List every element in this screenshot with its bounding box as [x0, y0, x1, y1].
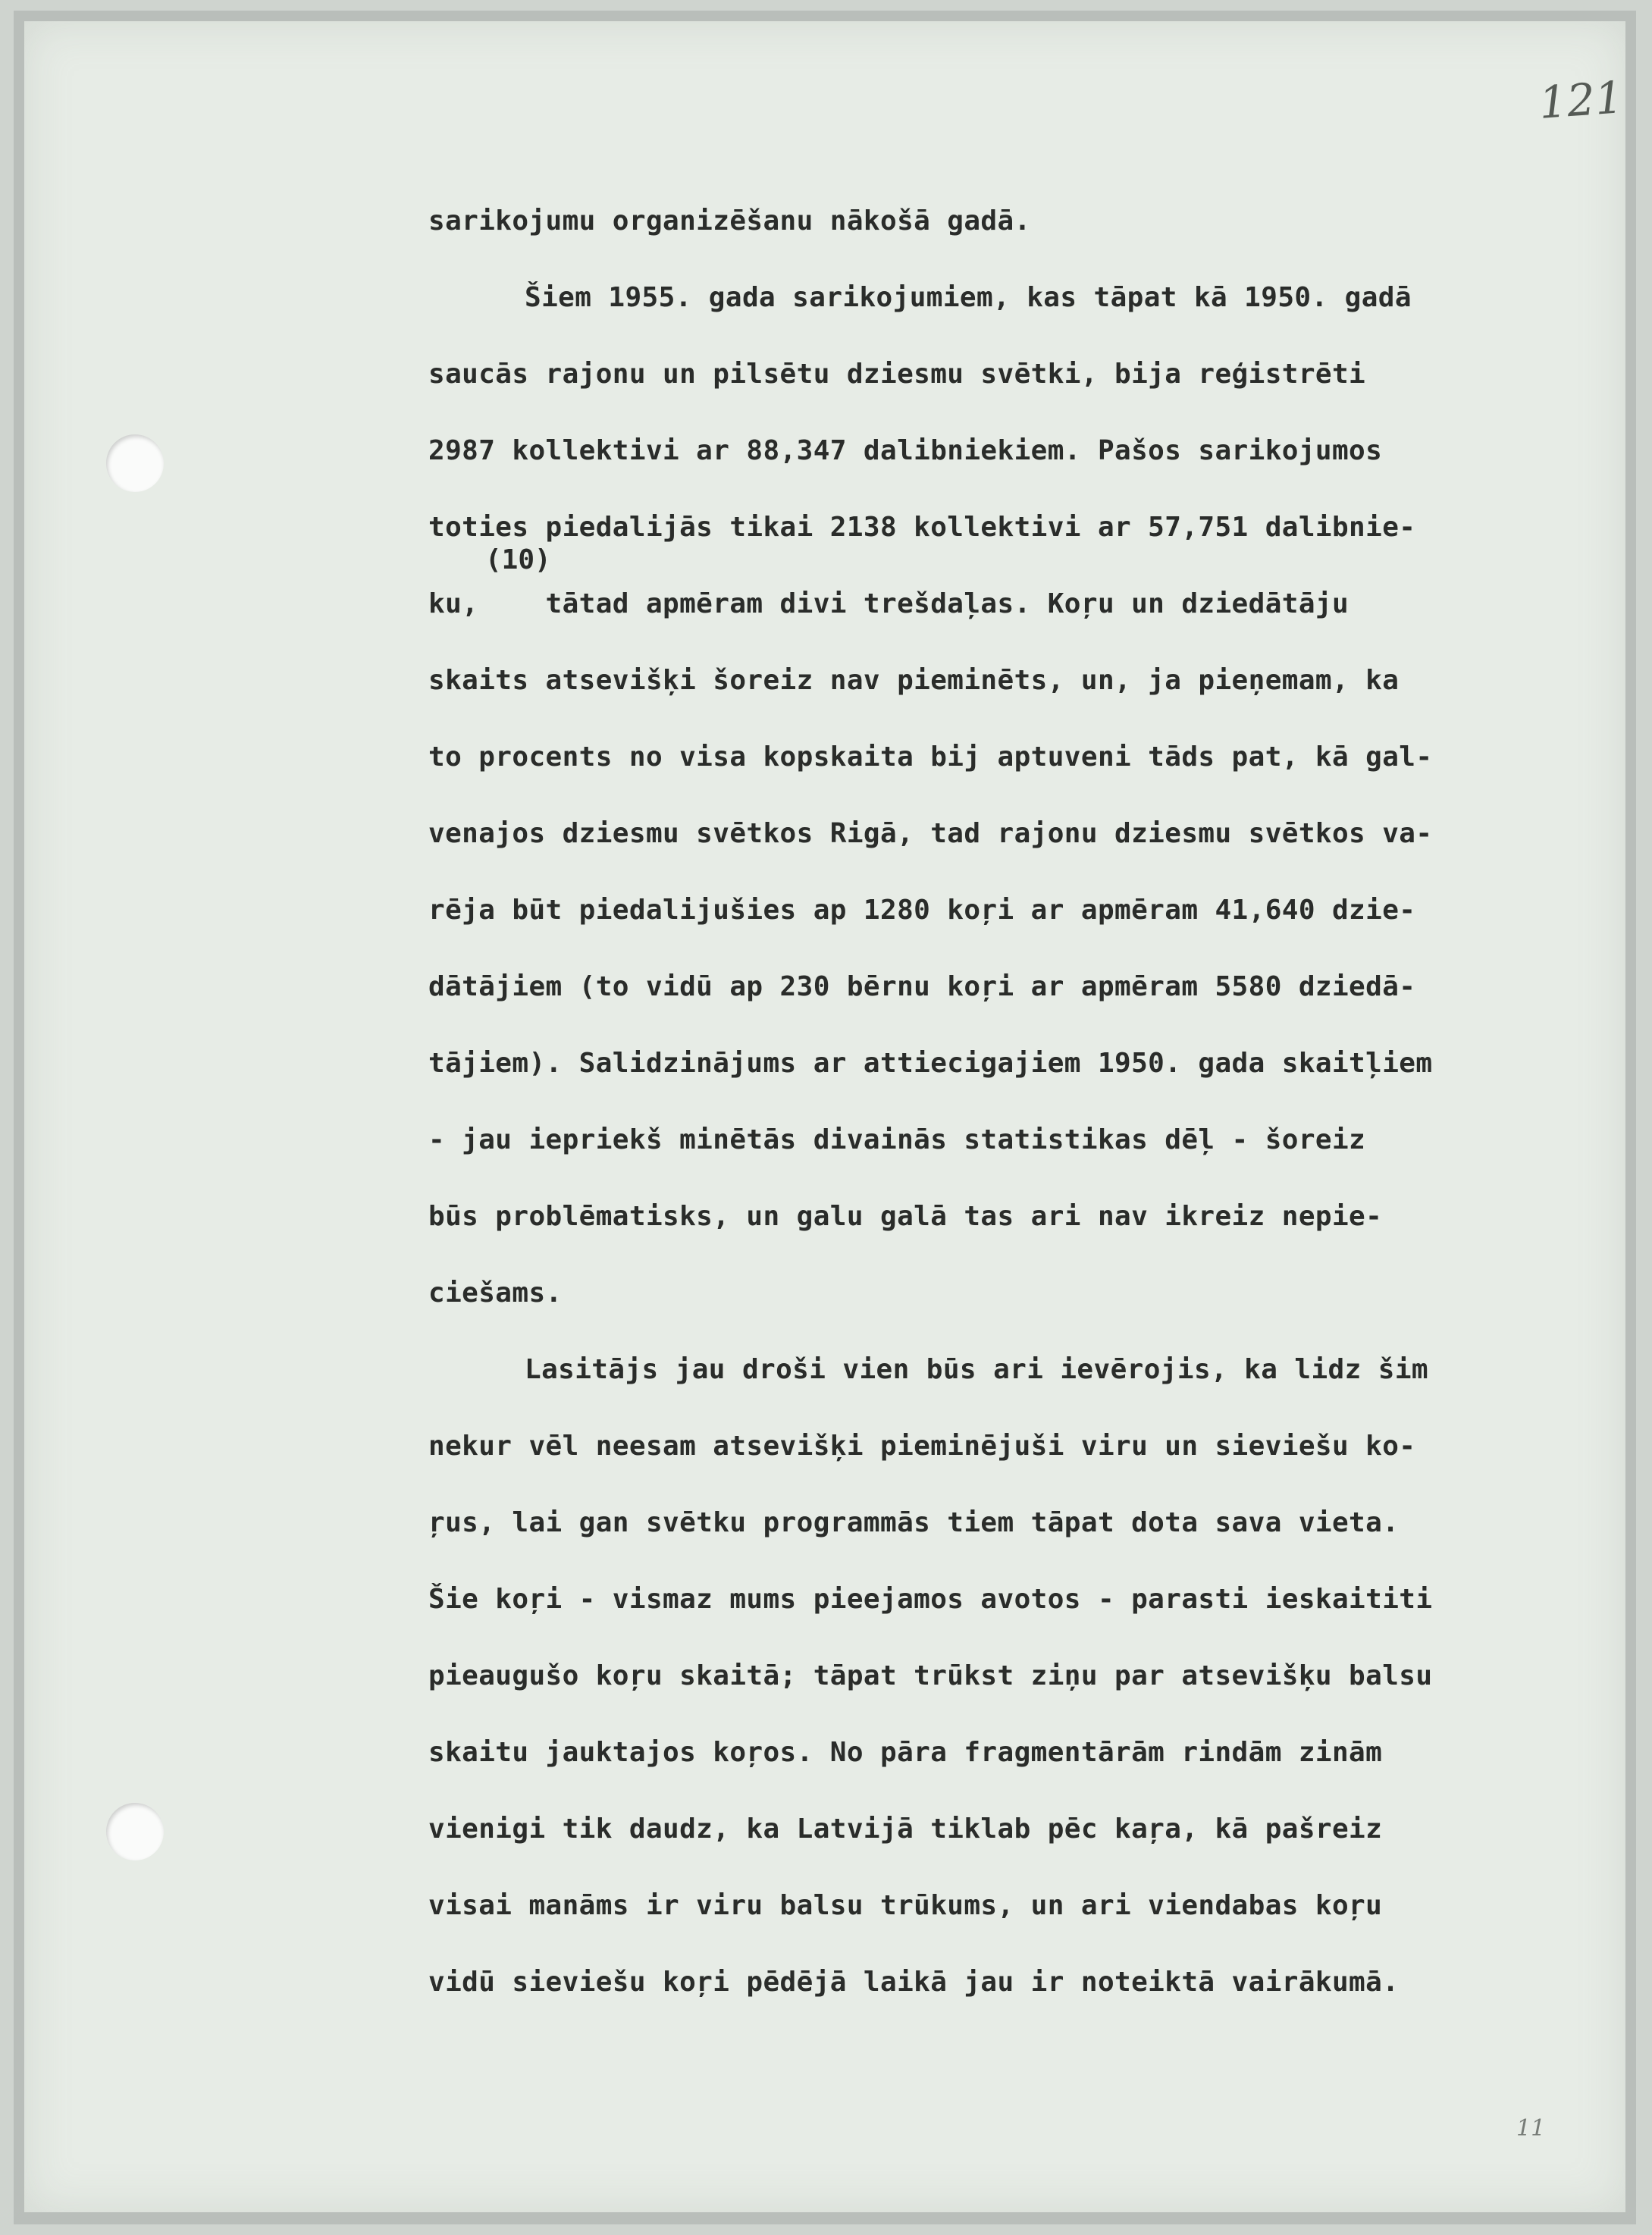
- text-line: visai manāms ir viru balsu trūkums, un ari viendabas koŗu: [428, 1890, 1383, 1921]
- text-line: tājiem). Salidzinājums ar attiecigajiem 1950. gada skaitļiem: [428, 1048, 1433, 1079]
- punch-hole-bottom: [106, 1803, 164, 1860]
- text-line: ku, tātad apmēram divi trešdaļas. Koŗu un dziedātāju: [428, 588, 1349, 619]
- text-line: sarikojumu organizēšanu nākošā gadā.: [428, 205, 1031, 237]
- handwritten-page-number: 121: [1537, 71, 1625, 129]
- text-line: to procents no visa kopskaita bij aptuveni tāds pat, kā gal-: [428, 741, 1433, 773]
- text-line: vienigi tik daudz, ka Latvijā tiklab pēc kaŗa, kā pašreiz: [428, 1813, 1383, 1845]
- text-line: skaits atsevišķi šoreiz nav pieminēts, un, ja pieņemam, ka: [428, 665, 1400, 696]
- text-line: ciešams.: [428, 1277, 563, 1309]
- text-line: dātājiem (to vidū ap 230 bērnu koŗi ar apmēram 5580 dziedā-: [428, 971, 1416, 1002]
- text-line: saucās rajonu un pilsētu dziesmu svētki, bija reģistrēti: [428, 359, 1366, 390]
- text-line: 2987 kollektivi ar 88,347 dalibniekiem. Pašos sarikojumos: [428, 435, 1383, 466]
- text-line: - jau iepriekš minētās divainās statistikas dēļ - šoreiz: [428, 1124, 1366, 1155]
- text-line: venajos dziesmu svētkos Rigā, tad rajonu dziesmu svētkos va-: [428, 818, 1433, 849]
- text-line: vidū sieviešu koŗi pēdējā laikā jau ir noteiktā vairākumā.: [428, 1967, 1400, 1998]
- text-line: Šiem 1955. gada sarikojumiem, kas tāpat kā 1950. gadā: [525, 282, 1412, 313]
- text-line: skaitu jauktajos koŗos. No pāra fragmentārām rindām zinām: [428, 1737, 1383, 1768]
- footnote-reference: (10): [485, 544, 551, 575]
- text-line: pieaugušo koŗu skaitā; tāpat trūkst ziņu par atsevišķu balsu: [428, 1660, 1433, 1691]
- text-line: Lasitājs jau droši vien būs ari ievērojis, ka lidz šim: [525, 1354, 1428, 1385]
- text-line: ŗus, lai gan svētku programmās tiem tāpat dota sava vieta.: [428, 1507, 1400, 1538]
- text-line: Šie koŗi - vismaz mums pieejamos avotos - parasti ieskaititi: [428, 1584, 1433, 1615]
- text-line: rēja būt piedalijušies ap 1280 koŗi ar apmēram 41,640 dzie-: [428, 895, 1416, 926]
- text-line: būs problēmatisks, un galu galā tas ari nav ikreiz nepie-: [428, 1201, 1383, 1232]
- handwritten-bottom-mark: 11: [1516, 2115, 1546, 2142]
- typed-body-text: [428, 199, 1562, 2036]
- text-line: toties piedalijās tikai 2138 kollektivi ar 57,751 dalibnie-: [428, 512, 1416, 543]
- punch-hole-top: [106, 434, 164, 492]
- text-line: nekur vēl neesam atsevišķi pieminējuši viru un sieviešu ko-: [428, 1431, 1416, 1462]
